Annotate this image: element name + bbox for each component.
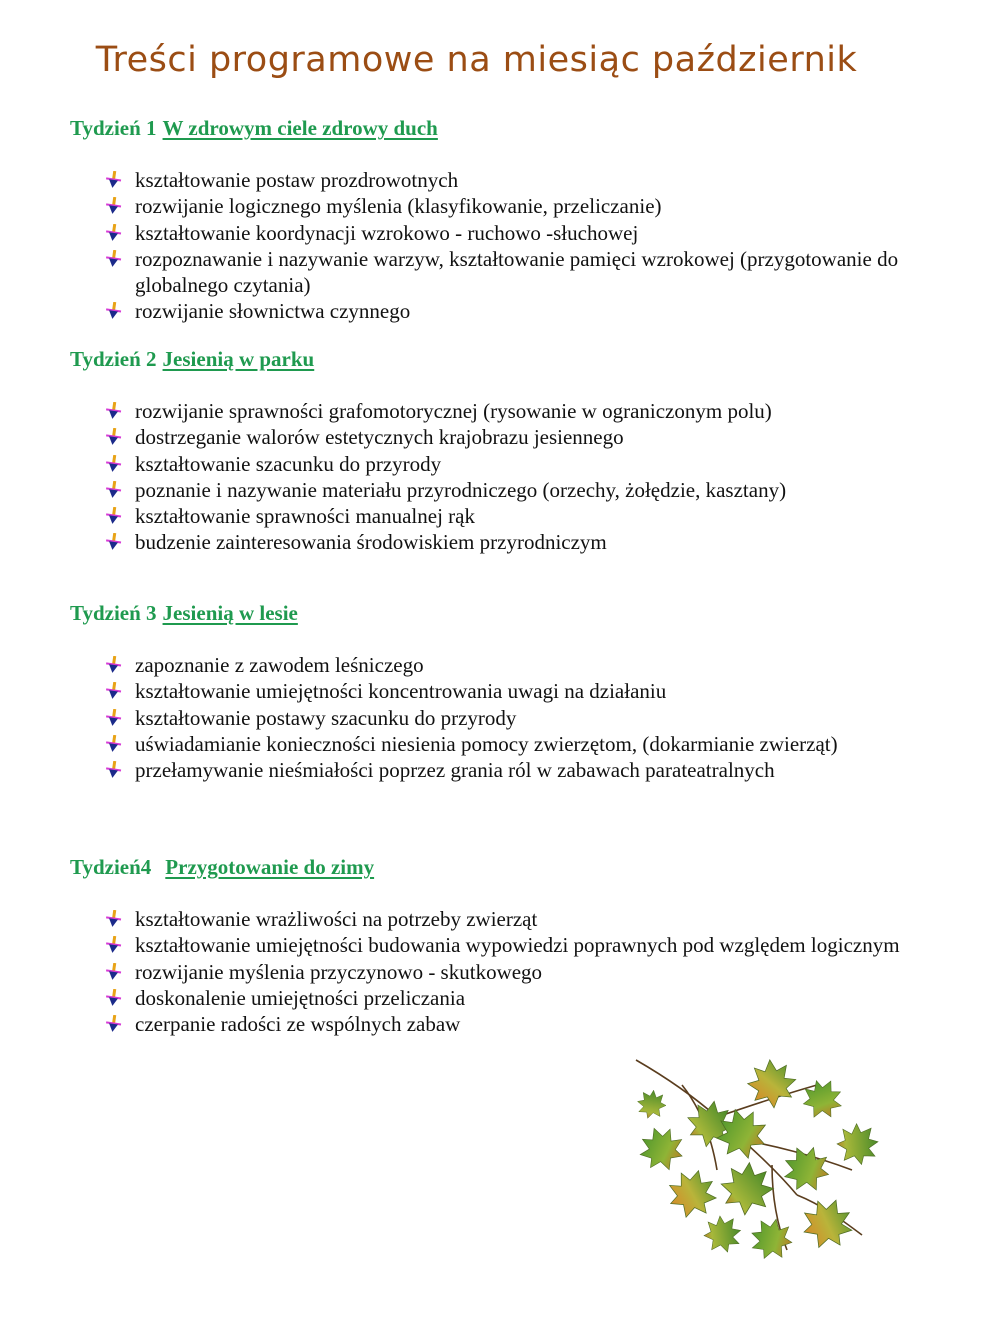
week-items-list xyxy=(70,906,930,1037)
list-item-text: kształtowanie umiejętności koncentrowania uwagi na działaniu xyxy=(135,679,667,704)
list-item xyxy=(104,1011,930,1037)
arrow-bullet-icon xyxy=(104,171,124,189)
arrow-bullet-icon xyxy=(104,507,124,525)
week-topic: Przygotowanie do zimy xyxy=(165,855,375,879)
list-item-text: rozpoznawanie i nazywanie warzyw, kształtowanie pamięci wzrokowej (przygotowanie do globalnego czytania) xyxy=(135,246,899,298)
arrow-bullet-icon xyxy=(104,709,124,727)
week-heading xyxy=(70,855,930,879)
list-item-text: kształtowanie sprawności manualnej rąk xyxy=(135,504,475,529)
list-item xyxy=(104,705,930,731)
arrow-bullet-icon xyxy=(104,1015,124,1033)
arrow-bullet-icon xyxy=(104,428,124,446)
list-item xyxy=(104,398,930,424)
week-heading xyxy=(70,601,930,625)
arrow-bullet-icon xyxy=(104,197,124,215)
week-number: Tydzień4 xyxy=(70,855,152,879)
list-item xyxy=(104,477,930,503)
arrow-bullet-icon xyxy=(104,302,124,320)
list-item xyxy=(104,959,930,985)
list-item xyxy=(104,906,930,932)
autumn-leaves-illustration xyxy=(622,1055,884,1270)
arrow-bullet-icon xyxy=(104,989,124,1007)
list-item-text: kształtowanie szacunku do przyrody xyxy=(135,451,442,476)
list-item-text: rozwijanie słownictwa czynnego xyxy=(135,299,411,324)
arrow-bullet-icon xyxy=(104,735,124,753)
list-item-text: kształtowanie koordynacji wzrokowo - ruchowo -słuchowej xyxy=(135,220,639,245)
list-item-text: uświadamianie konieczności niesienia pomocy zwierzętom, (dokarmianie zwierząt) xyxy=(135,731,838,756)
list-item xyxy=(104,731,930,757)
week-section-1 xyxy=(70,116,930,325)
list-item xyxy=(104,298,930,324)
list-item xyxy=(104,193,930,219)
list-item xyxy=(104,424,930,450)
list-item xyxy=(104,757,930,783)
week-section-2 xyxy=(70,347,930,556)
arrow-bullet-icon xyxy=(104,761,124,779)
list-item xyxy=(104,167,930,193)
week-number: Tydzień 2 xyxy=(70,347,157,371)
week-heading xyxy=(70,347,930,371)
list-item xyxy=(104,932,930,958)
arrow-bullet-icon xyxy=(104,682,124,700)
list-item-text: czerpanie radości ze wspólnych zabaw xyxy=(135,1012,461,1037)
list-item xyxy=(104,678,930,704)
arrow-bullet-icon xyxy=(104,533,124,551)
list-item-text: kształtowanie postaw prozdrowotnych xyxy=(135,168,459,192)
arrow-bullet-icon xyxy=(104,656,124,674)
list-item xyxy=(104,503,930,529)
list-item-text: rozwijanie sprawności grafomotorycznej (rysowanie w ograniczonym polu) xyxy=(135,399,772,423)
week-heading xyxy=(70,116,930,140)
list-item-text: przełamywanie nieśmiałości poprzez grania ról w zabawach parateatralnych xyxy=(135,758,775,783)
week-number: Tydzień 1 xyxy=(70,116,157,140)
week-topic: Jesienią w lesie xyxy=(162,601,298,625)
week-section-4 xyxy=(70,855,930,1037)
list-item-text: zapoznanie z zawodem leśniczego xyxy=(135,653,424,677)
week-topic: Jesienią w parku xyxy=(162,347,315,371)
list-item xyxy=(104,529,930,555)
list-item xyxy=(104,451,930,477)
week-number: Tydzień 3 xyxy=(70,601,157,625)
list-item-text: dostrzeganie walorów estetycznych krajobrazu jesiennego xyxy=(135,425,624,450)
list-item-text: kształtowanie umiejętności budowania wypowiedzi poprawnych pod względem logicznym xyxy=(135,933,900,958)
list-item-text: budzenie zainteresowania środowiskiem przyrodniczym xyxy=(135,530,607,555)
list-item xyxy=(104,246,930,299)
list-item-text: kształtowanie wrażliwości na potrzeby zwierząt xyxy=(135,907,538,931)
list-item-text: kształtowanie postawy szacunku do przyrody xyxy=(135,705,517,730)
arrow-bullet-icon xyxy=(104,250,124,268)
week-items-list xyxy=(70,167,930,325)
week-topic: W zdrowym ciele zdrowy duch xyxy=(162,116,438,140)
week-items-list xyxy=(70,652,930,783)
list-item xyxy=(104,985,930,1011)
list-item-text: rozwijanie myślenia przyczynowo - skutkowego xyxy=(135,959,543,984)
list-item xyxy=(104,220,930,246)
list-item-text: doskonalenie umiejętności przeliczania xyxy=(135,985,466,1010)
week-section-3 xyxy=(70,601,930,783)
arrow-bullet-icon xyxy=(104,963,124,981)
page-title: Treści programowe na miesiąc październik xyxy=(95,40,858,80)
arrow-bullet-icon xyxy=(104,455,124,473)
arrow-bullet-icon xyxy=(104,224,124,242)
list-item-text: poznanie i nazywanie materiału przyrodniczego (orzechy, żołędzie, kasztany) xyxy=(135,477,787,502)
arrow-bullet-icon xyxy=(104,402,124,420)
list-item-text: rozwijanie logicznego myślenia (klasyfikowanie, przeliczanie) xyxy=(135,194,662,219)
week-items-list xyxy=(70,398,930,556)
arrow-bullet-icon xyxy=(104,481,124,499)
arrow-bullet-icon xyxy=(104,936,124,954)
arrow-bullet-icon xyxy=(104,910,124,928)
list-item xyxy=(104,652,930,678)
